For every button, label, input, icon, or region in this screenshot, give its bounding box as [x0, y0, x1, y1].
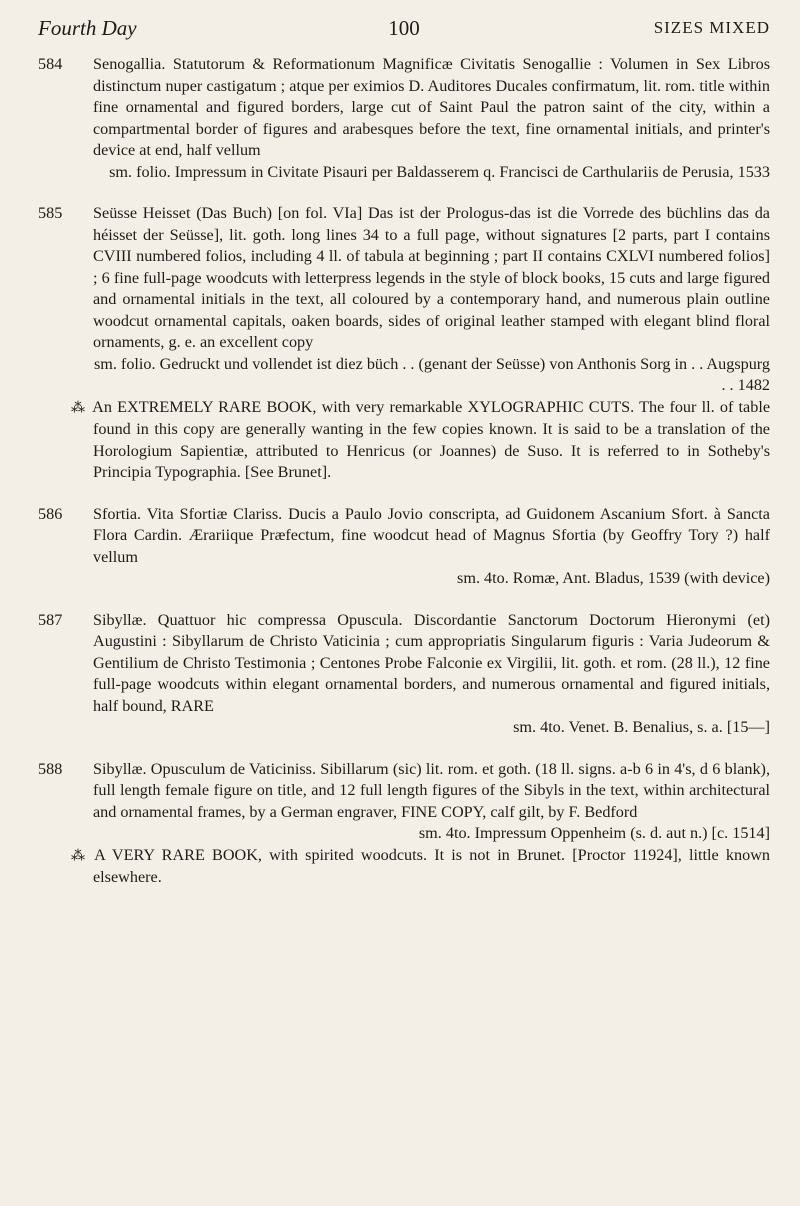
page-number: 100 [388, 16, 420, 40]
lot-entry [38, 54, 770, 183]
lot-entry [38, 610, 770, 739]
lot-description [93, 54, 770, 183]
lot-imprint: sm. 4to. Impressum Oppenheim (s. d. aut n.) [c. 1514] [418, 824, 770, 842]
lot-imprint: sm. folio. Impressum in Civitate Pisauri per Baldasserem q. Francisci de Carthulariis de Perusia, 1533 [109, 162, 770, 181]
lot-note-text: A VERY RARE BOOK, with spirited woodcuts. It is not in Brunet. [Proctor 11924], little known elsewhere. [93, 845, 771, 886]
page-header [38, 14, 770, 54]
lot-text: Sfortia. Vita Sfortiæ Clariss. Ducis a Paulo Jovio conscripta, ad Guidonem Ascanium Sfort. à Sancta Flora Cardin. Ærariique Præfectum, fine woodcut head of Magnus Sfortia (by Geoffry Tory ?) half vellum [93, 504, 770, 566]
lot-entry [38, 504, 770, 590]
asterism-icon: ⁂ [71, 400, 87, 416]
asterism-icon: ⁂ [71, 848, 89, 864]
lot-entry [38, 203, 770, 484]
lot-imprint: sm. 4to. Romæ, Ant. Bladus, 1539 (with device) [457, 569, 770, 587]
lot-number: 588 [38, 759, 63, 778]
lot-text: Sibyllæ. Quattuor hic compressa Opuscula. Discordantie Sanctorum Doctorum Hieronymi (et) Augustini : Sibyllarum de Christo Vaticinia ; cum appropriatis Singularum figuris : Varia Judeorum & Gentilium de Christo Testimonia ; Centones Probe Falconie ex Virgilii, lit. goth. et rom. (28 ll.), 12 fine full-page woodcuts within elegant ornamental borders, and numerous ornamental and figured initials, half bound, RARE [93, 610, 770, 715]
lot-imprint: sm. folio. Gedruckt und vollendet ist diez büch . . (genant der Seüsse) von Anthonis Sorg in . . Augspurg . . 1482 [93, 354, 770, 394]
lot-number: 584 [38, 55, 63, 73]
lot-number: 587 [38, 610, 63, 629]
lot-imprint: sm. 4to. Venet. B. Benalius, s. a. [15—] [513, 718, 770, 736]
lot-text: Senogallia. Statutorum & Reformationum Magnificæ Civitatis Senogallie : Volumen in Sex Libros distinctum nuper castigatum ; atque per eximios D. Auditores Ducales confirmatum, lit. rom. title within fine ornamental and figured borders, large cut of Saint Paul the patron saint of the city, within a compartmental border of figures and arabesques before the text, fine ornamental initials, and printer's device at end, half vellum [93, 55, 770, 159]
lot-entry [38, 759, 770, 889]
running-head-section: SIZES MIXED [653, 18, 770, 37]
lot-description [71, 759, 771, 889]
lot-number: 586 [38, 504, 63, 523]
lot-description [93, 610, 770, 739]
lot-number: 585 [38, 204, 63, 222]
lot-note-text: An EXTREMELY RARE BOOK, with very remarkable XYLOGRAPHIC CUTS. The four ll. of table found in this copy are generally wanting in the few copies known. It is said to be a translation of the Horologium Sapientiæ, attributed to Henricus (or Joannes) de Suso. It is referred to in Sotheby's Principia Typographia. [See Brunet]. [92, 397, 771, 481]
lot-text: Seüsse Heisset (Das Buch) [on fol. VIa] Das ist der Prologus-das ist die Vorrede des büchlins das da héisset der Seüsse], lit. goth. long lines 34 to a full page, without signatures [2 parts, part I contains CVIII numbered folios, including 4 ll. of tabula at beginning ; part II contains CXLVI numbered folios] ; 6 fine full-page woodcuts with letterpress legends in the style of block books, 15 cuts and large figured and ornamental initials in the text, all coloured by a contemporary hand, and numerous plain outline woodcut ornamental capitals, oaken boards, sides of original leather stamped with elegant blind floral ornaments, g. e. an excellent copy [93, 204, 770, 351]
lot-description [93, 504, 770, 590]
running-head-day: Fourth Day [38, 16, 137, 40]
lot-description [71, 203, 771, 484]
lot-note [71, 845, 771, 889]
lot-text: Sibyllæ. Opusculum de Vaticiniss. Sibillarum (sic) lit. rom. et goth. (18 ll. signs. a-b 6 in 4's, d 6 blank), full length female figure on title, and 12 full length figures of the Sibyls in the text, within architectural and ornamental frames, by a German engraver, FINE COPY, calf gilt, by F. Bedford [93, 759, 770, 821]
lot-note [71, 397, 771, 484]
